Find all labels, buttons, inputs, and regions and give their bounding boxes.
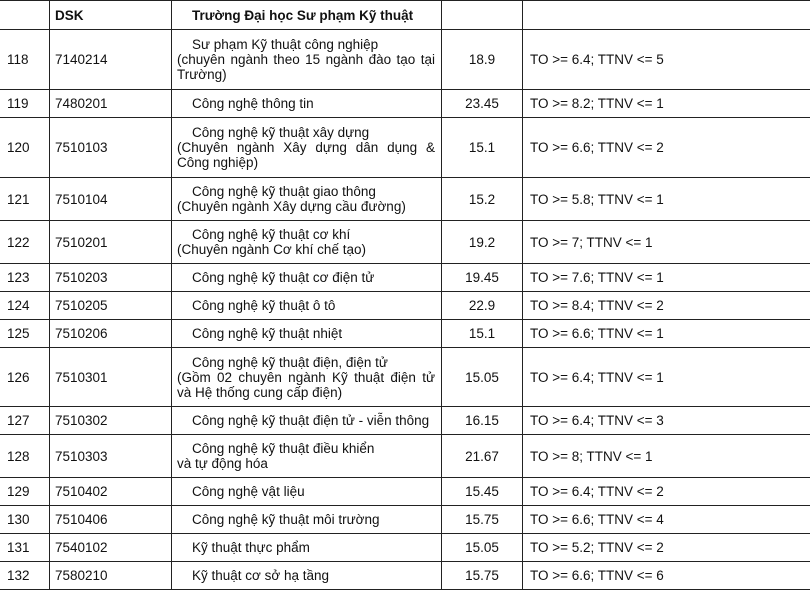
row-code: 7510302 <box>50 407 172 435</box>
table-row <box>0 534 810 562</box>
table-row <box>0 221 810 264</box>
major-note: (chuyên ngành theo 15 ngành đào tạo tại Trường) <box>177 52 435 82</box>
header-stt <box>0 1 50 30</box>
row-major <box>172 506 442 534</box>
major-name: Công nghệ kỹ thuật cơ khí <box>192 227 351 242</box>
row-score: 15.45 <box>442 478 523 506</box>
row-stt: 132 <box>0 562 50 590</box>
row-code: 7510203 <box>50 264 172 292</box>
row-code: 7510402 <box>50 478 172 506</box>
row-code: 7510205 <box>50 292 172 320</box>
header-score <box>442 1 523 30</box>
major-note: (Chuyên ngành Xây dựng cầu đường) <box>177 199 406 214</box>
row-condition: TO >= 7; TTNV <= 1 <box>523 221 810 264</box>
major-name: Công nghệ kỹ thuật nhiệt <box>192 326 343 341</box>
table-row <box>0 407 810 435</box>
table-row <box>0 90 810 118</box>
header-major: Trường Đại học Sư phạm Kỹ thuật <box>172 1 442 30</box>
row-score: 18.9 <box>442 30 523 90</box>
row-stt: 121 <box>0 178 50 221</box>
major-name: Công nghệ vật liệu <box>192 484 305 499</box>
major-note: và tự động hóa <box>177 456 268 471</box>
major-name: Công nghệ kỹ thuật điều khiển <box>192 441 375 456</box>
row-stt: 126 <box>0 348 50 407</box>
row-major <box>172 534 442 562</box>
row-code: 7540102 <box>50 534 172 562</box>
major-name: Công nghệ kỹ thuật điện tử - viễn thông <box>192 413 430 428</box>
row-stt: 124 <box>0 292 50 320</box>
row-code: 7510201 <box>50 221 172 264</box>
row-stt: 130 <box>0 506 50 534</box>
row-stt: 120 <box>0 118 50 178</box>
row-stt: 127 <box>0 407 50 435</box>
row-condition: TO >= 5.8; TTNV <= 1 <box>523 178 810 221</box>
table-row <box>0 435 810 478</box>
row-major <box>172 348 442 407</box>
row-score: 16.15 <box>442 407 523 435</box>
header-condition <box>523 1 810 30</box>
row-major <box>172 30 442 90</box>
row-condition: TO >= 6.4; TTNV <= 3 <box>523 407 810 435</box>
row-score: 22.9 <box>442 292 523 320</box>
row-stt: 119 <box>0 90 50 118</box>
major-name: Công nghệ kỹ thuật điện, điện tử <box>192 354 388 370</box>
row-major <box>172 407 442 435</box>
table-row <box>0 562 810 590</box>
major-note: (Chuyên ngành Xây dựng dân dụng & Công nghiệp) <box>177 140 435 170</box>
row-condition: TO >= 8.2; TTNV <= 1 <box>523 90 810 118</box>
major-name: Kỹ thuật cơ sở hạ tầng <box>192 568 330 583</box>
major-name: Công nghệ thông tin <box>192 96 314 111</box>
major-name: Công nghệ kỹ thuật ô tô <box>192 298 336 313</box>
major-name: Công nghệ kỹ thuật môi trường <box>192 512 380 527</box>
table-header-row <box>0 1 810 30</box>
table-row <box>0 292 810 320</box>
row-condition: TO >= 6.6; TTNV <= 4 <box>523 506 810 534</box>
row-major <box>172 90 442 118</box>
row-code: 7480201 <box>50 90 172 118</box>
row-code: 7510206 <box>50 320 172 348</box>
row-stt: 123 <box>0 264 50 292</box>
row-major <box>172 118 442 178</box>
table-row <box>0 478 810 506</box>
table-row <box>0 178 810 221</box>
major-note: (Chuyên ngành Cơ khí chế tạo) <box>177 242 366 257</box>
row-stt: 118 <box>0 30 50 90</box>
row-code: 7510406 <box>50 506 172 534</box>
row-stt: 125 <box>0 320 50 348</box>
row-condition: TO >= 8; TTNV <= 1 <box>523 435 810 478</box>
row-stt: 122 <box>0 221 50 264</box>
row-major <box>172 264 442 292</box>
row-major <box>172 562 442 590</box>
row-condition: TO >= 5.2; TTNV <= 2 <box>523 534 810 562</box>
table-row <box>0 348 810 407</box>
table-row <box>0 506 810 534</box>
row-score: 21.67 <box>442 435 523 478</box>
row-code: 7140214 <box>50 30 172 90</box>
row-score: 23.45 <box>442 90 523 118</box>
row-score: 15.05 <box>442 534 523 562</box>
row-condition: TO >= 6.6; TTNV <= 1 <box>523 320 810 348</box>
table-row <box>0 320 810 348</box>
row-major <box>172 221 442 264</box>
header-code: DSK <box>50 1 172 30</box>
row-score: 19.2 <box>442 221 523 264</box>
row-major <box>172 478 442 506</box>
row-code: 7510103 <box>50 118 172 178</box>
row-condition: TO >= 7.6; TTNV <= 1 <box>523 264 810 292</box>
row-stt: 131 <box>0 534 50 562</box>
row-condition: TO >= 6.4; TTNV <= 2 <box>523 478 810 506</box>
table-row <box>0 118 810 178</box>
row-condition: TO >= 6.4; TTNV <= 5 <box>523 30 810 90</box>
row-condition: TO >= 8.4; TTNV <= 2 <box>523 292 810 320</box>
row-code: 7580210 <box>50 562 172 590</box>
table-row <box>0 264 810 292</box>
row-major <box>172 435 442 478</box>
major-name: Công nghệ kỹ thuật giao thông <box>192 184 376 199</box>
row-code: 7510301 <box>50 348 172 407</box>
major-name: Công nghệ kỹ thuật cơ điện tử <box>192 270 375 285</box>
row-condition: TO >= 6.4; TTNV <= 1 <box>523 348 810 407</box>
row-condition: TO >= 6.6; TTNV <= 6 <box>523 562 810 590</box>
major-name: Sư phạm Kỹ thuật công nghiệp <box>192 37 379 52</box>
row-score: 15.75 <box>442 562 523 590</box>
row-score: 19.45 <box>442 264 523 292</box>
row-major <box>172 320 442 348</box>
row-major <box>172 292 442 320</box>
table-row <box>0 30 810 90</box>
row-score: 15.75 <box>442 506 523 534</box>
major-note: (Gồm 02 chuyên ngành Kỹ thuật điện tử và Hệ thống cung cấp điện) <box>177 369 435 400</box>
major-name: Công nghệ kỹ thuật xây dựng <box>192 125 370 140</box>
row-stt: 128 <box>0 435 50 478</box>
row-score: 15.1 <box>442 320 523 348</box>
row-major <box>172 178 442 221</box>
row-score: 15.05 <box>442 348 523 407</box>
table-body <box>0 30 810 590</box>
row-stt: 129 <box>0 478 50 506</box>
row-code: 7510104 <box>50 178 172 221</box>
major-name: Kỹ thuật thực phẩm <box>192 540 310 555</box>
row-condition: TO >= 6.6; TTNV <= 2 <box>523 118 810 178</box>
row-score: 15.1 <box>442 118 523 178</box>
row-score: 15.2 <box>442 178 523 221</box>
row-code: 7510303 <box>50 435 172 478</box>
